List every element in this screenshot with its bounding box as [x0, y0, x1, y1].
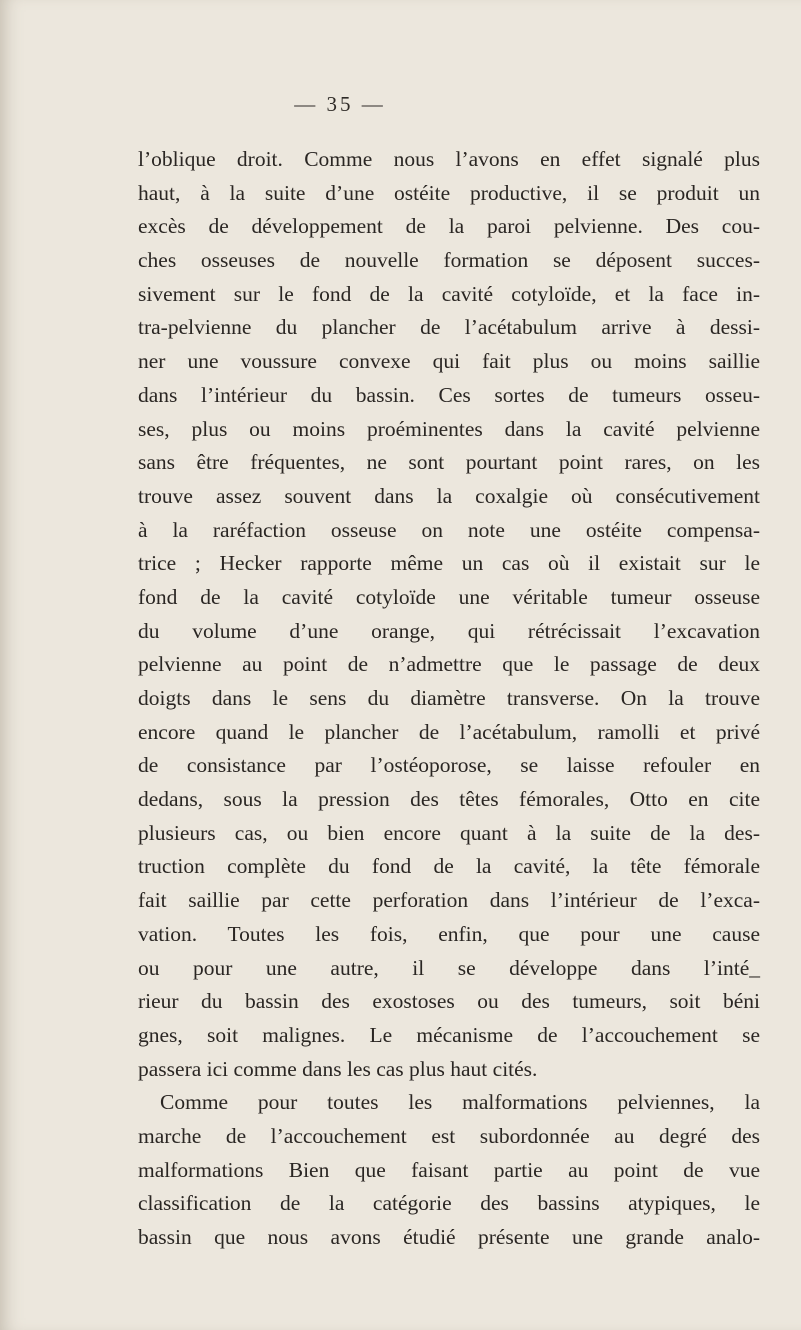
text-line: ou pour une autre, il se développe dans l’inté_	[138, 955, 760, 980]
text-line: tra-pelvienne du plancher de l’acétabulum arrive à dessi-	[138, 315, 760, 340]
text-line: encore quand le plancher de l’acétabulum, ramolli et privé	[138, 719, 760, 744]
text-line: Comme pour toutes les malformations pelviennes, la	[160, 1090, 760, 1115]
text-line: truction complète du fond de la cavité, la tête fémorale	[138, 854, 760, 879]
text-line: marche de l’accouchement est subordonnée au degré des	[138, 1123, 760, 1148]
text-line: dans l’intérieur du bassin. Ces sortes de tumeurs osseu-	[138, 382, 760, 407]
text-line: sivement sur le fond de la cavité cotyloïde, et la face in-	[138, 281, 760, 306]
text-line: ses, plus ou moins proéminentes dans la cavité pelvienne	[138, 416, 760, 441]
text-line: doigts dans le sens du diamètre transverse. On la trouve	[138, 686, 760, 710]
text-line: pelvienne au point de n’admettre que le passage de deux	[138, 652, 760, 677]
text-line: sans être fréquentes, ne sont pourtant point rares, on les	[138, 450, 760, 475]
text-line: ches osseuses de nouvelle formation se déposent succes-	[138, 248, 760, 273]
text-line: excès de développement de la paroi pelvienne. Des cou-	[138, 214, 760, 239]
text-line: plusieurs cas, ou bien encore quant à la suite de la des-	[138, 820, 760, 845]
text-line: vation. Toutes les fois, enfin, que pour une cause	[138, 921, 760, 946]
text-line: de consistance par l’ostéoporose, se laisse refouler en	[138, 753, 760, 778]
text-line: trice ; Hecker rapporte même un cas où il existait sur le	[138, 551, 760, 576]
text-line: du volume d’une orange, qui rétrécissait l’excavation	[138, 618, 760, 643]
text-line: classification de la catégorie des bassins atypiques, le	[138, 1191, 760, 1216]
text-line: fond de la cavité cotyloïde une véritable tumeur osseuse	[138, 584, 760, 609]
text-line: haut, à la suite d’une ostéite productive, il se produit un	[138, 180, 760, 205]
page-number: — 35 —	[294, 92, 386, 116]
text-line: rieur du bassin des exostoses ou des tumeurs, soit béni	[138, 989, 760, 1014]
text-line: trouve assez souvent dans la coxalgie où consécutivement	[138, 483, 760, 508]
text-line: dedans, sous la pression des têtes fémorales, Otto en cite	[138, 787, 760, 812]
text-line: gnes, soit malignes. Le mécanisme de l’accouchement se	[138, 1022, 760, 1047]
text-line: bassin que nous avons étudié présente une grande analo-	[138, 1225, 760, 1249]
text-line: passera ici comme dans les cas plus haut cités.	[138, 1056, 538, 1081]
text-line: l’oblique droit. Comme nous l’avons en effet signalé plus	[138, 147, 760, 171]
text-line: ner une voussure convexe qui fait plus ou moins saillie	[138, 349, 760, 374]
text-line: fait saillie par cette perforation dans l’intérieur de l’exca-	[138, 888, 760, 913]
text-line: malformations Bien que faisant partie au point de vue	[138, 1157, 760, 1182]
text-line: à la raréfaction osseuse on note une ostéite compensa-	[138, 517, 760, 542]
body-text	[138, 143, 760, 1255]
